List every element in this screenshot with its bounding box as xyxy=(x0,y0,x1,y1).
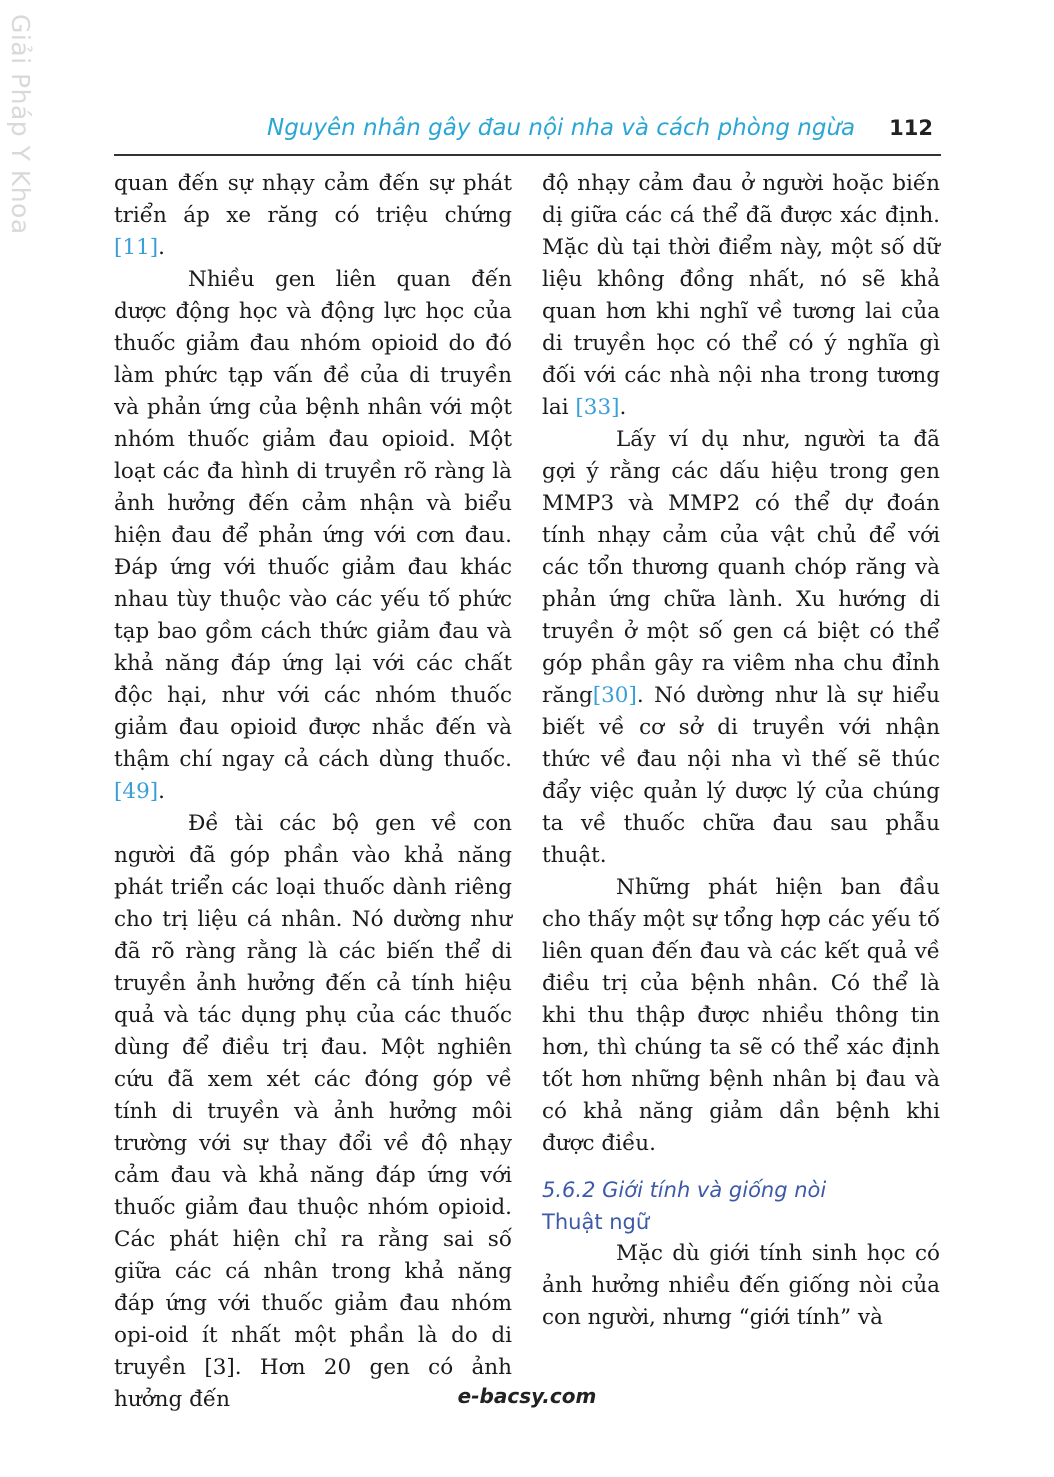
left-paragraph-1 xyxy=(114,168,512,264)
citation-link[interactable]: [30] xyxy=(592,683,637,708)
left-paragraph-3: Đề tài các bộ gen về con người đã góp phần vào khả năng phát triển các loại thuốc dành riêng cho trị liệu cá nhân. Nó dường như đã rõ ràng rằng là các biến thể di truyền ảnh hưởng đến cả tính hiệu quả và tác dụng phụ của các thuốc dùng để điều trị đau. Một nghiên cứu đã xem xét các đóng góp về tính di truyền và ảnh hưởng môi trường với sự thay đổi về độ nhạy cảm đau và khả năng đáp ứng với thuốc giảm đau thuộc nhóm opioid. Các phát hiện chỉ ra rằng sai số giữa các cá nhân trong khả năng đáp ứng với thuốc giảm đau nhóm opi-oid ít nhất một phần là do di truyền [3]. Hơn 20 gen có ảnh hưởng đến xyxy=(114,811,512,1412)
side-watermark: Giải Pháp Y Khoa xyxy=(6,14,35,235)
left-p1-end: . xyxy=(158,235,165,260)
citation-link[interactable]: [49] xyxy=(114,779,159,804)
right-paragraph-2 xyxy=(542,424,940,872)
page-number: 112 xyxy=(889,116,933,140)
citation-link[interactable]: [33] xyxy=(575,395,620,420)
left-paragraph-2 xyxy=(114,264,512,808)
page-header xyxy=(114,108,941,148)
right-paragraph-1 xyxy=(542,168,940,424)
right-p2-end: . Nó dường như là sự hiểu biết về cơ sở di truyền với nhận thức về đau nội nha vì thế sẽ thúc đẩy việc quản lý dược lý của chúng ta về thuốc chữa đau sau phẫu thuật. xyxy=(542,683,940,868)
left-p1-text: quan đến sự nhạy cảm đến sự phát triển áp xe răng có triệu chứng xyxy=(114,171,512,228)
citation-link[interactable]: [11] xyxy=(114,235,159,260)
section-heading: 5.6.2 Giới tính và giống nòi xyxy=(542,1178,827,1202)
right-p2-text: Lấy ví dụ như, người ta đã gợi ý rằng các dấu hiệu trong gen MMP3 và MMP2 có thể dự đoán tính nhạy cảm của vật chủ để với các tổn thương quanh chóp răng và phản ứng chữa lành. Xu hướng di truyền ở một số gen cá biệt có thể góp phần gây ra viêm nha chu đỉnh răng xyxy=(542,427,940,708)
left-column xyxy=(114,168,512,1416)
footer-site: e-bacsy.com xyxy=(457,1384,597,1408)
right-p1-text: độ nhạy cảm đau ở người hoặc biến dị giữa các cá thể đã được xác định. Mặc dù tại thời điểm này, một số dữ liệu không đồng nhất, nó sẽ khả quan hơn khi nghĩ về tương lai của di truyền học có thể có ý nghĩa gì đối với các nhà nội nha trong tương lai xyxy=(542,171,940,420)
right-paragraph-3: Những phát hiện ban đầu cho thấy một sự tổng hợp các yếu tố liên quan đến đau và các kết quả về điều trị của bệnh nhân. Có thể là khi thu thập được nhiều thông tin hơn, thì chúng ta sẽ có thể xác định tốt hơn những bệnh nhân bị đau và có khả năng giảm dần bệnh khi được điều. xyxy=(542,875,940,1156)
term-heading: Thuật ngữ xyxy=(542,1210,650,1234)
right-paragraph-4: Mặc dù giới tính sinh học có ảnh hưởng nhiều đến giống nòi của con người, nhưng “giới tính” và xyxy=(542,1241,940,1330)
right-column xyxy=(542,168,940,1334)
left-p2-text: Nhiều gen liên quan đến dược động học và động lực học của thuốc giảm đau nhóm opioid do đó làm phức tạp vấn đề của di truyền và phản ứng của bệnh nhân với một nhóm thuốc giảm đau opioid. Một loạt các đa hình di truyền rõ ràng là ảnh hưởng đến cảm nhận và biểu hiện đau để phản ứng với cơn đau. Đáp ứng với thuốc giảm đau khác nhau tùy thuộc vào các yếu tố phức tạp bao gồm cách thức giảm đau và khả năng đáp ứng lại với các chất độc hại, như với các nhóm thuốc giảm đau opioid được nhắc đến và thậm chí ngay cả cách dùng thuốc. xyxy=(114,267,512,772)
header-rule xyxy=(114,154,941,156)
left-p2-end: . xyxy=(158,779,165,804)
running-title: Nguyên nhân gây đau nội nha và cách phòng ngừa xyxy=(267,115,856,141)
right-p1-end: . xyxy=(619,395,627,420)
